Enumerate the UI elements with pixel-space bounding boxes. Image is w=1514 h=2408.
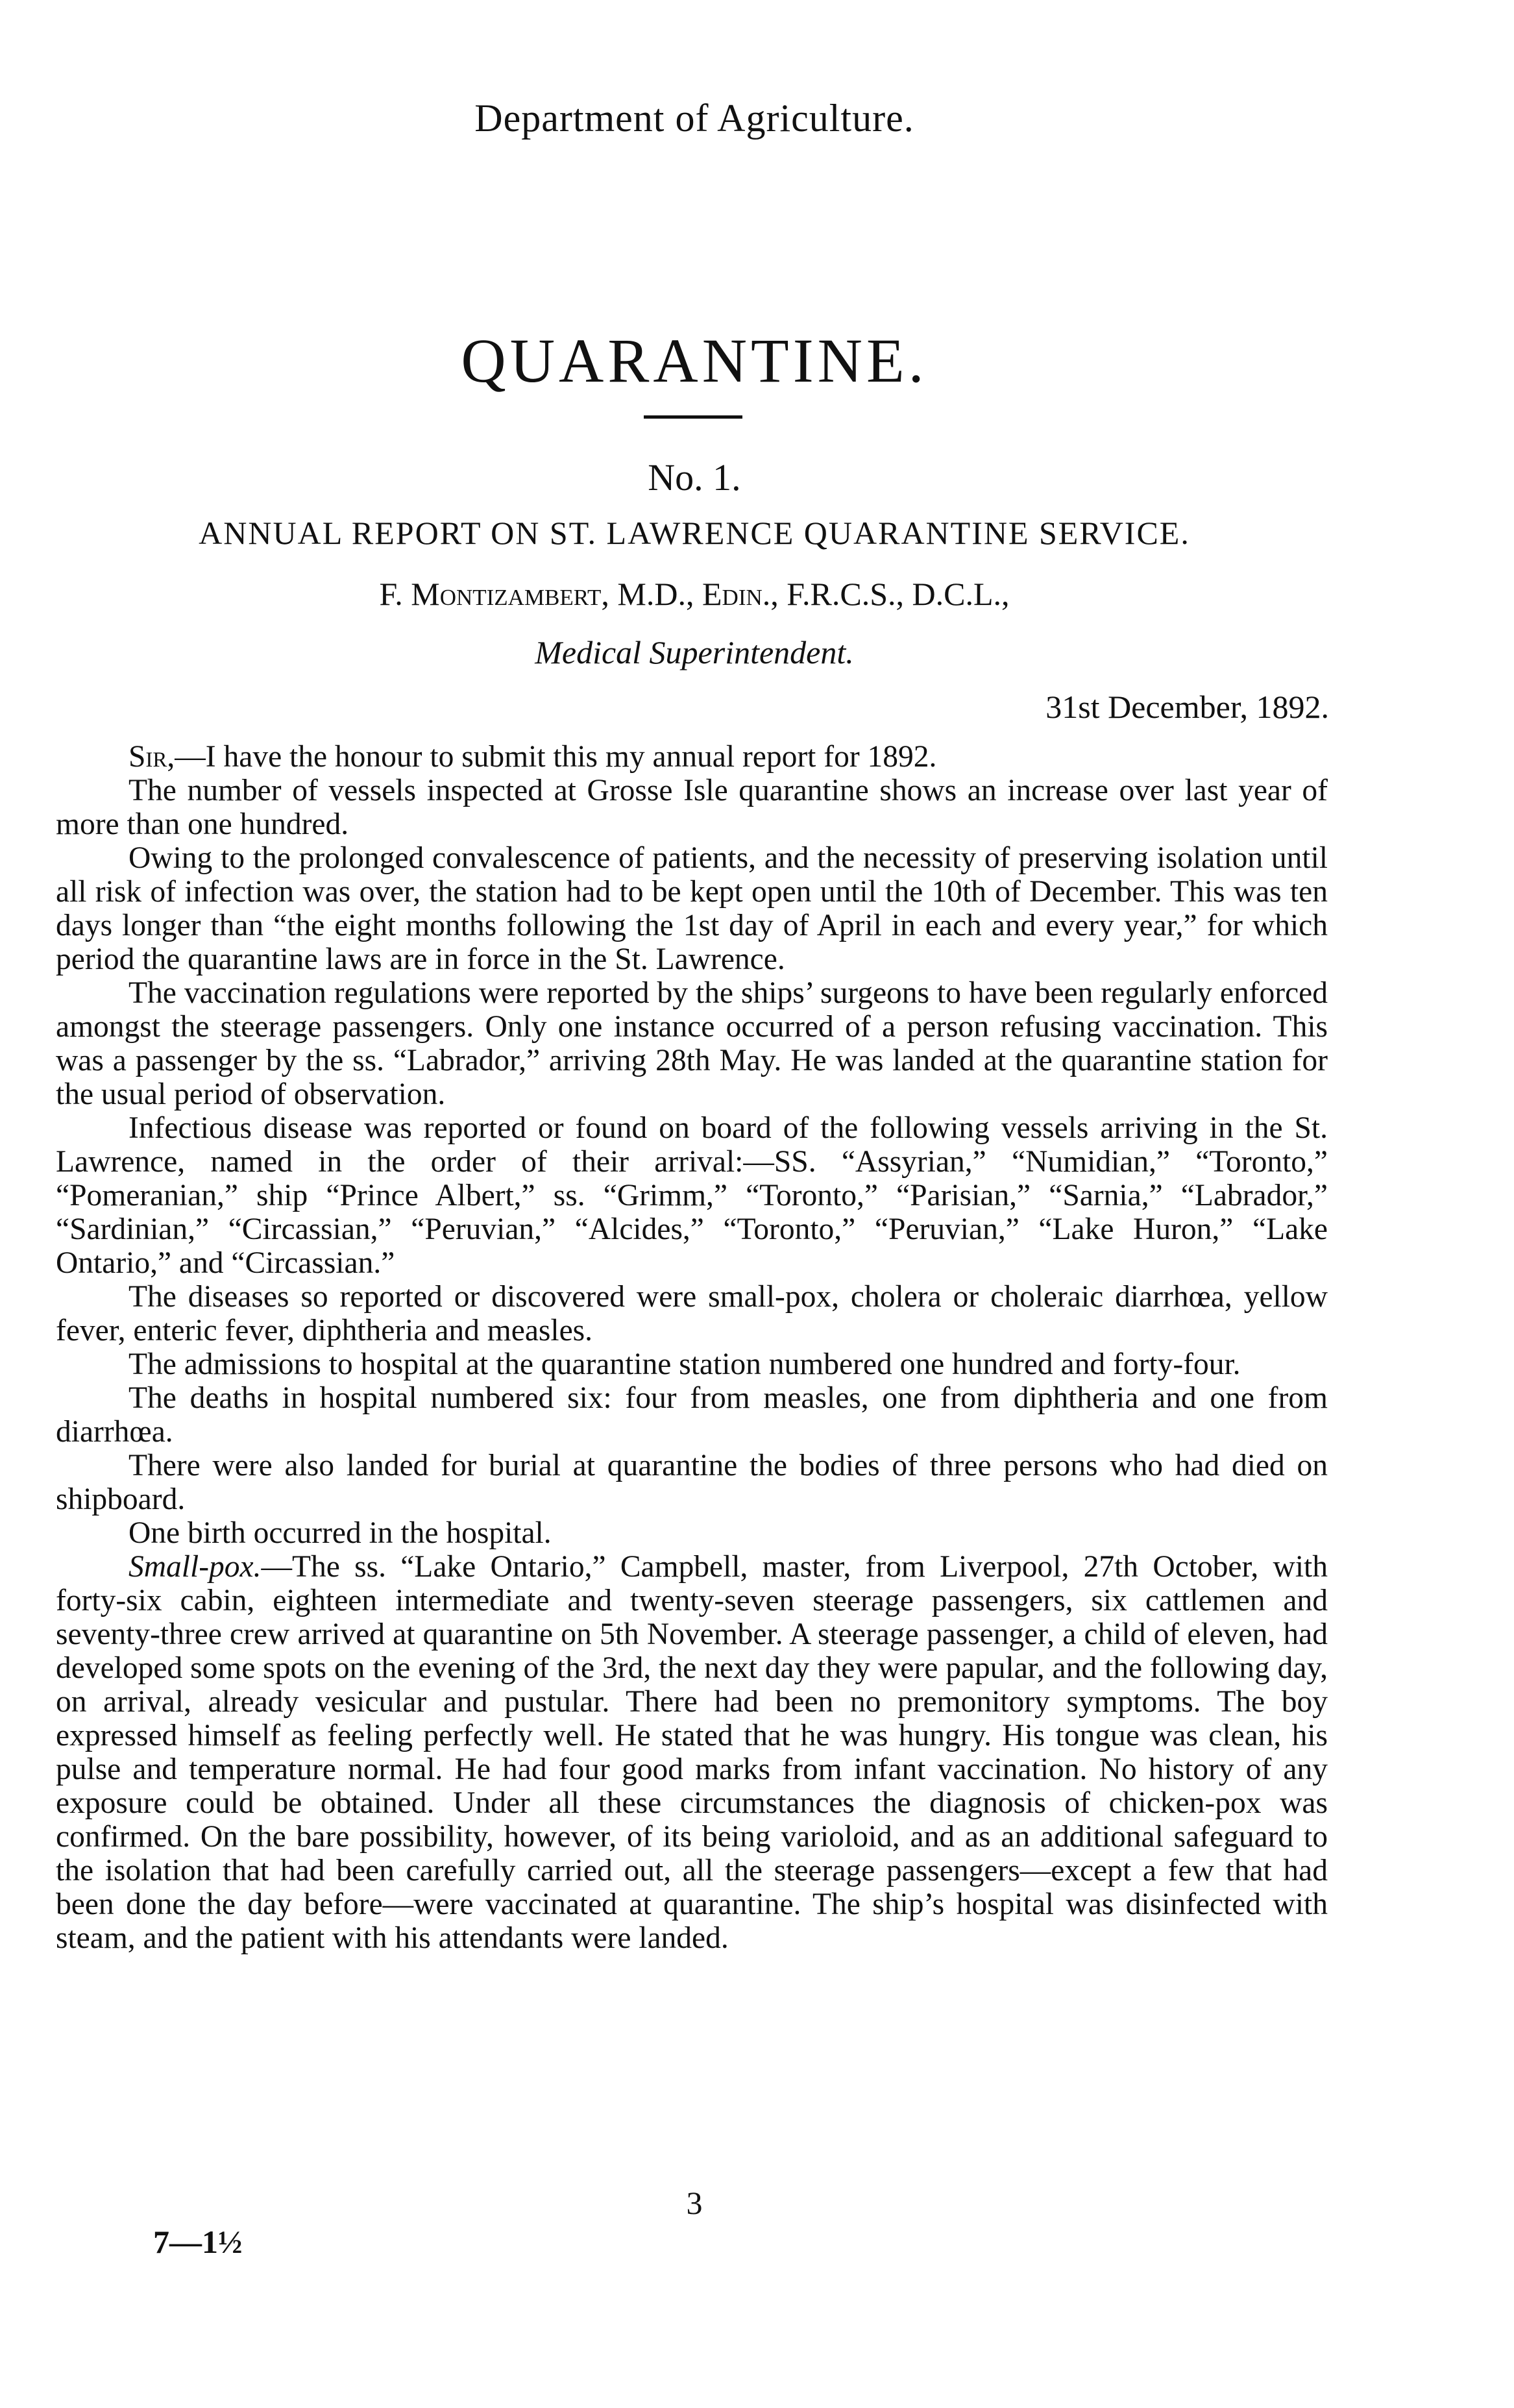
report-date: 31st December, 1892.: [1045, 689, 1329, 725]
page-title: QUARANTINE.: [461, 326, 928, 395]
paragraph-infectious-vessels: Infectious disease was reported or found on board of the following vessels arriving in the St. Lawrence, named in the order of their arrival:—SS. “Assyrian,” “Numidian,” “Toronto,” “Pomeranian,” ship “Prince Albert,” ss. “Grimm,” “Toronto,” “Parisian,” “Sarnia,” “Labrador,” “Sardinian,” “Circassian,” “Peruvian,” “Alcides,” “Toronto,” “Peruvian,” “Lake Huron,” “Lake Ontario,” and “Circassian.”: [56, 1111, 1328, 1280]
author-degrees-a: , M.D.,: [601, 576, 702, 612]
author-degrees-b: , F.R.C.S., D.C.L.,: [770, 576, 1010, 612]
author-edin: Edin.: [702, 576, 771, 612]
paragraph-admissions: The admissions to hospital at the quarantine station numbered one hundred and forty-four.: [128, 1347, 1241, 1381]
signature-mark: 7—1½: [153, 2224, 243, 2260]
salutation-text: —I have the honour to submit this my annual report for 1892.: [175, 740, 937, 774]
report-heading: ANNUAL REPORT ON ST. LAWRENCE QUARANTINE SERVICE.: [199, 515, 1190, 551]
paragraph-diseases: The diseases so reported or discovered were small-pox, cholera or choleraic diarrhœa, yellow fever, enteric fever, diphtheria and measles.: [56, 1280, 1328, 1347]
report-number: No. 1.: [648, 456, 741, 498]
paragraph-station-open: Owing to the prolonged convalescence of patients, and the necessity of preserving isolation until all risk of infection was over, the station had to be kept open until the 10th of December. This was ten days longer than “the eight months following the 1st day of April in each and every year,” for which period the quarantine laws are in force in the St. Lawrence.: [56, 841, 1328, 976]
small-pox-lead: Small-pox.: [128, 1550, 262, 1584]
page-number: 3: [686, 2185, 703, 2221]
paragraph-vessels-inspected: The number of vessels inspected at Grosse Isle quarantine shows an increase over last year of more than one hundred.: [56, 774, 1328, 841]
paragraph-vaccination: The vaccination regulations were reported by the ships’ surgeons to have been regularly enforced amongst the steerage passengers. Only one instance occurred of a person refusing vaccination. This was a passenger by the ss. “Labrador,” arriving 28th May. He was landed at the quarantine station for the usual period of observation.: [56, 976, 1328, 1111]
paragraph-deaths: The deaths in hospital numbered six: four from measles, one from diphtheria and one from diarrhœa.: [56, 1381, 1328, 1449]
paragraph-burials: There were also landed for burial at quarantine the bodies of three persons who had died on shipboard.: [56, 1449, 1328, 1516]
report-body: [56, 740, 1328, 1955]
paragraph-small-pox: [56, 1550, 1328, 1955]
paragraph-salutation: [56, 740, 1328, 774]
paragraph-birth: One birth occurred in the hospital.: [128, 1516, 552, 1550]
author-line: [0, 575, 1389, 613]
salutation: Sir,: [128, 740, 175, 774]
title-rule: [644, 415, 742, 419]
author-role: Medical Superintendent.: [535, 634, 854, 670]
department-heading: Department of Agriculture.: [474, 97, 914, 140]
author-name: F. Montizambert: [379, 576, 602, 612]
small-pox-text: —The ss. “Lake Ontario,” Campbell, master, from Liverpool, 27th October, with forty-six cabin, eighteen intermediate and twenty-seven steerage passengers, six cattlemen and seventy-three crew arrived at quarantine on 5th November. A steerage passenger, a child of eleven, had developed some spots on the evening of the 3rd, the next day they were papular, and the following day, on arrival, already vesicular and pustular. There had been no premonitory symptoms. The boy expressed himself as feeling perfectly well. He stated that he was hungry. His tongue was clean, his pulse and temperature normal. He had four good marks from infant vaccination. No history of any exposure could be obtained. Under all these circumstances the diagnosis of chicken-pox was confirmed. On the bare possibility, however, of its being varioloid, and as an additional safeguard to the isolation that had been carefully carried out, all the steerage passengers—except a few that had been done the day before—were vaccinated at quarantine. The ship’s hospital was disinfected with steam, and the patient with his attendants were landed.: [56, 1550, 1328, 1955]
